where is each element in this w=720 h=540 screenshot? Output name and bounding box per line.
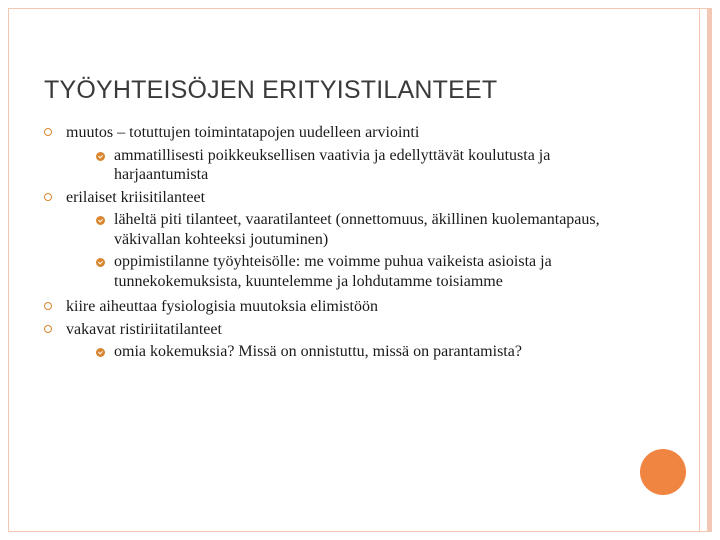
list-item [44,320,644,340]
sub-list-item [94,146,644,185]
sub-list-item-text: omia kokemuksia? Missä on onnistuttu, missä on parantamista? [114,343,522,360]
sub-list-item-text: oppimistilanne työyhteisölle: me voimme puhua vaikeista asioista ja tunnekokemuksista, kuuntelemme ja lohdutamme toisiamme [114,253,552,290]
ring-bullet-icon [44,128,52,136]
slide-title: TYÖYHTEISÖJEN ERITYISTILANTEET [44,76,498,104]
ring-bullet-icon [44,193,52,201]
ring-bullet-icon [44,325,52,333]
decorative-circle [640,449,686,495]
check-bullet-icon [96,152,105,161]
list-item [44,297,644,317]
ring-bullet-icon [44,302,52,310]
list-item [44,123,644,143]
list-item-text: kiire aiheuttaa fysiologisia muutoksia elimistöön [66,298,378,315]
check-bullet-icon [96,258,105,267]
check-bullet-icon [96,348,105,357]
list-item [44,188,644,208]
sub-list-item-text: ammatillisesti poikkeuksellisen vaativia ja edellyttävät koulutusta ja harjaantumista [114,146,551,183]
list-item-text: erilaiset kriisitilanteet [66,188,206,206]
sub-list-item [94,342,644,362]
sub-list-item-text: läheltä piti tilanteet, vaaratilanteet (onnettomuus, äkillinen kuolemantapaus, väkivallan kohteeksi joutuminen) [114,211,600,248]
check-bullet-icon [96,216,105,225]
bullet-list [44,120,644,362]
list-item-text: muutos – totuttujen toimintatapojen uudelleen arviointi [66,124,420,141]
list-item-text: vakavat ristiriitatilanteet [66,320,222,338]
sub-list-item [94,252,644,291]
sub-list-item [94,210,644,249]
